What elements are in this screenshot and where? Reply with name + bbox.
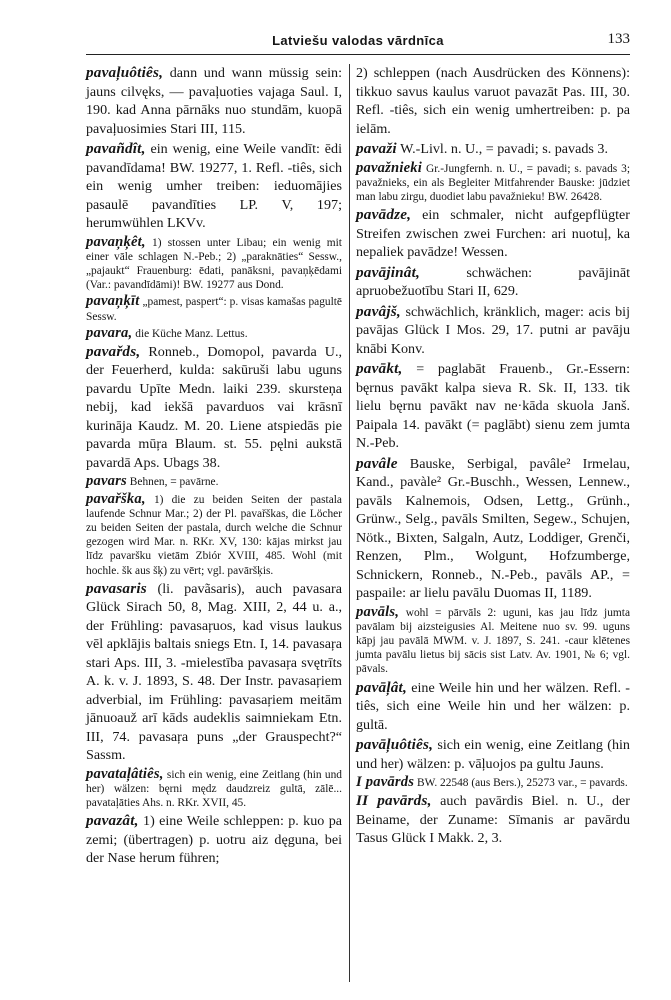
entry-text: (li. pavãsaris), auch pavasara Glück Sirach 50, 8, Mag. XIII, 2, 44 u. a., der Frühling: pavasaŗuos, kad visus laukus vēl apklājis baltais sniegs Etn. I, 14. pavasaŗa stari Aps. III, 3. -mielestība pavasaŗa svętrīts A. k. v. J. 1893, S. 48. Der Instr. pavasaŗiem adverbial, im Frühling: pavasaŗiem meitām jānuoauž arī kāds audeklis saimniekam Etn. III, 74. pavasaŗa puns „der Grauspecht?“ Sassm.: [86, 580, 342, 764]
entry-text: schwächen: pavājināt apruobežuotību Stari II, 629.: [356, 264, 630, 300]
dictionary-entry: [356, 775, 630, 790]
entry-text: Gr.-Jungfernh. n. U., = pavadi; s. pavads 3; pavažnieks, ein als Begleiter Mitfahrender Bauske: jūdziet man labu zirgu, duodiet labu pavažnieku! BW. 26428.: [356, 162, 630, 203]
entry-headword: pavāļuôtiês,: [356, 736, 434, 754]
dictionary-entry: [86, 140, 342, 233]
dictionary-entry: [86, 580, 342, 765]
dictionary-entry: [356, 736, 630, 773]
dictionary-entry: [356, 140, 630, 159]
entry-headword: pavājinât,: [356, 263, 421, 281]
entry-text: sich ein wenig, eine Zeitlang (hin und her) wälzen: p. vāļuojos pa gultu Jauns.: [356, 737, 630, 772]
dictionary-entry: [356, 64, 630, 138]
entry-headword: pavara,: [86, 324, 133, 341]
entry-headword: I pavārds: [356, 774, 415, 791]
entry-headword: pavāļât,: [356, 678, 407, 696]
entry-headword: pavādze,: [356, 206, 412, 224]
dictionary-entry: [356, 303, 630, 359]
dictionary-entry: [86, 343, 342, 473]
dictionary-entry: [86, 235, 342, 293]
entry-text: = paglabāt Frauenb., Gr.-Essern: bęrnus pavākt kalpa sieva R. Sk. II, 133. tik lielu bęrnu pavākt nav ne·kāda skuola Janš. Paipala 14. pavākt (= paglābt) sienu zem jumta N.-Peb.: [356, 361, 630, 452]
entry-text: ein schmaler, nicht aufgepflügter Streifen zwischen zwei Furchen: ari nuotuļ, ka nepaliek pavādze! Wessen.: [356, 207, 630, 261]
dictionary-entry: [86, 812, 342, 868]
entry-text: eine Weile hin und her wälzen. Refl. -tiês, sich eine Weile hin und her wälzen: p. gultā.: [356, 679, 630, 733]
entry-headword: pavataļâtiês,: [86, 765, 164, 782]
entry-headword: pavaņķêt,: [86, 233, 146, 250]
page-header: [86, 28, 630, 55]
entry-text: W.-Livl. n. U., = pavadi; s. pavads 3.: [400, 141, 608, 157]
entry-headword: pavaņķīt: [86, 293, 140, 310]
entry-text: 2) schleppen (nach Ausdrücken des Könnens): tikkuo savus kaulus varuot pavazāt Pas. III, 30. Refl. -tiês, sich ein wenig umhertreiben: p. pa ielām.: [356, 65, 630, 137]
entry-text: auch pavārdis Biel. n. U., der Beiname, der Zuname: Sīmanis ar pavārdu Tasus Glück I Makk. 2, 3.: [356, 793, 630, 847]
entry-headword: pavāls,: [356, 603, 400, 620]
dictionary-entry: [356, 161, 630, 205]
entry-headword: pavařds,: [86, 342, 141, 360]
dictionary-entry: [356, 605, 630, 677]
column-divider: [349, 64, 350, 982]
dictionary-entry: [356, 206, 630, 262]
entry-headword: pavařška,: [86, 490, 146, 507]
entry-text: 1) eine Weile schleppen: p. kuo pa zemi; (übertragen) p. uotru aiz dęguna, bei der Nase herum führen;: [86, 813, 342, 867]
entry-headword: pavaļuôtiês,: [86, 64, 164, 81]
dictionary-entry: [356, 360, 630, 453]
dictionary-entry: [356, 679, 630, 735]
entry-headword: pavars: [86, 473, 127, 490]
entry-headword: pavazât,: [86, 812, 139, 830]
dictionary-entry: [86, 767, 342, 811]
dictionary-entry: [356, 264, 630, 301]
entry-text: schwächlich, kränklich, mager: acis bij pavājas Glück I Mos. 29, 17. putni ar pavāju knābi Konv.: [356, 303, 630, 357]
running-title: Latviešu valodas vārdnīca: [272, 33, 444, 48]
entry-text: Behnen, = pavārne.: [129, 476, 219, 489]
entry-headword: pavâle: [356, 454, 398, 472]
page-number: 133: [607, 31, 630, 47]
right-column: [356, 64, 630, 850]
entry-text: BW. 22548 (aus Bers.), 25273 var., = pavards.: [417, 777, 628, 790]
dictionary-entry: [86, 492, 342, 578]
dictionary-entry: [86, 474, 342, 489]
entry-text: „pamest, paspert“: p. visas kamašas pagultē Sessw.: [86, 296, 342, 323]
dictionary-entry: [86, 294, 342, 323]
entry-headword: pavākt,: [356, 360, 403, 378]
dictionary-entry: [356, 455, 630, 603]
dictionary-entry: [86, 326, 342, 341]
dictionary-entry: [86, 64, 342, 138]
entry-text: dann und wann müssig sein: jauns cilvęks, — pavaļuoties vajaga Saul. I, 190. kad Anna pārnāks nuo stundām, kuopā pavaļuosimies Stari III, 115.: [86, 65, 343, 137]
entry-text: 1) stossen unter Libau; ein wenig mit einer vāle schlagen N.-Peb.; 2) „paraknāties“ Sessw., „pajaukt“ Frauenburg: ēdati, panāksni, pavaņķēdami (Var.: pavandīdāmi)! BW. 19277 aus Dond.: [86, 236, 342, 292]
entry-text: Ronneb., Domopol, pavarda U., der Feuerherd, kulda: sakūruši labu uguns pavardu Upīte Medn. laiki 239. skursteņa nebij, kad iekšā pavarduos vai krāsnī kurināja Kaudz. M. 20. Liene atspiedās pie pavarda mūŗa Blaum. st. 55. pęlni aukstā pavardā Aps. Ubags 38.: [86, 343, 342, 471]
entry-headword: pavaži: [356, 140, 397, 157]
entry-text: sich ein wenig, eine Zeitlang (hin und her) wälzen: bęrni mędz daudzreiz gultā, zālē... pavataļāties Ahs. n. RKr. XVII, 45.: [86, 768, 342, 810]
entry-headword: II pavārds,: [356, 792, 432, 810]
entry-headword: pavasaris: [86, 579, 147, 597]
entry-text: wohl = pārvāls 2: uguni, kas jau līdz jumta pavālam bij aizsteigusies Al. Meitene nuo sv. 99. uguns kāpj jau pavālā MWM. v. J. 1897, S. 241. -caur klētenes jumta pavālu lietus bij sācis sist Latv. Av. 1901, № 6; vgl. pāvals.: [356, 606, 630, 676]
entry-text: Bauske, Serbigal, pavâle² Irmelau, Kand., pavàle² Gr.-Buschh., Wessen, Lennew., pavāls Kalnemois, Odsen, Lettg., Grünh., Grünw., Selg., pavāls Smilten, Segew., Schujen, Nötk., Bixten, Salgaln, Autz, Loddiger, Grenči, Renzen, Plm., Wolgunt, Hofzumberge, Schnickern, Ronneb., N.-Peb., pavāls AP., = paspaile: ar lielu pavālu Duomas II, 1189.: [356, 455, 630, 602]
entry-headword: pavažnieki: [356, 159, 423, 176]
entry-text: 1) die zu beiden Seiten der pastala laufende Schnur Mar.; 2) der Pl. pavařškas, die Löcher zu beiden Seiten der pastala, durch welche die Schnur gezogen wird Mar. n. RKr. XV, 130: kājas mirkst jau līdz pavaršku vietām Zbiór XVIII, 485. Wohl (mit hochle. šk aus šķ) zu vērt; vgl. pavāršķis.: [86, 493, 342, 577]
entry-text: die Küche Manz. Lettus.: [135, 327, 248, 340]
entry-text: ein wenig, eine Weile vandīt: ēdi pavandīdama! BW. 19277, 1. Refl. -tiês, sich ein wenig umher treiben: ieduomājies pasaulē pavandīties LP. V, 197; herumwühlen LKVv.: [86, 141, 342, 231]
left-column: [86, 64, 342, 870]
dictionary-entry: [356, 792, 630, 848]
entry-headword: pavâjš,: [356, 302, 401, 320]
entry-headword: pavañdît,: [86, 140, 146, 157]
